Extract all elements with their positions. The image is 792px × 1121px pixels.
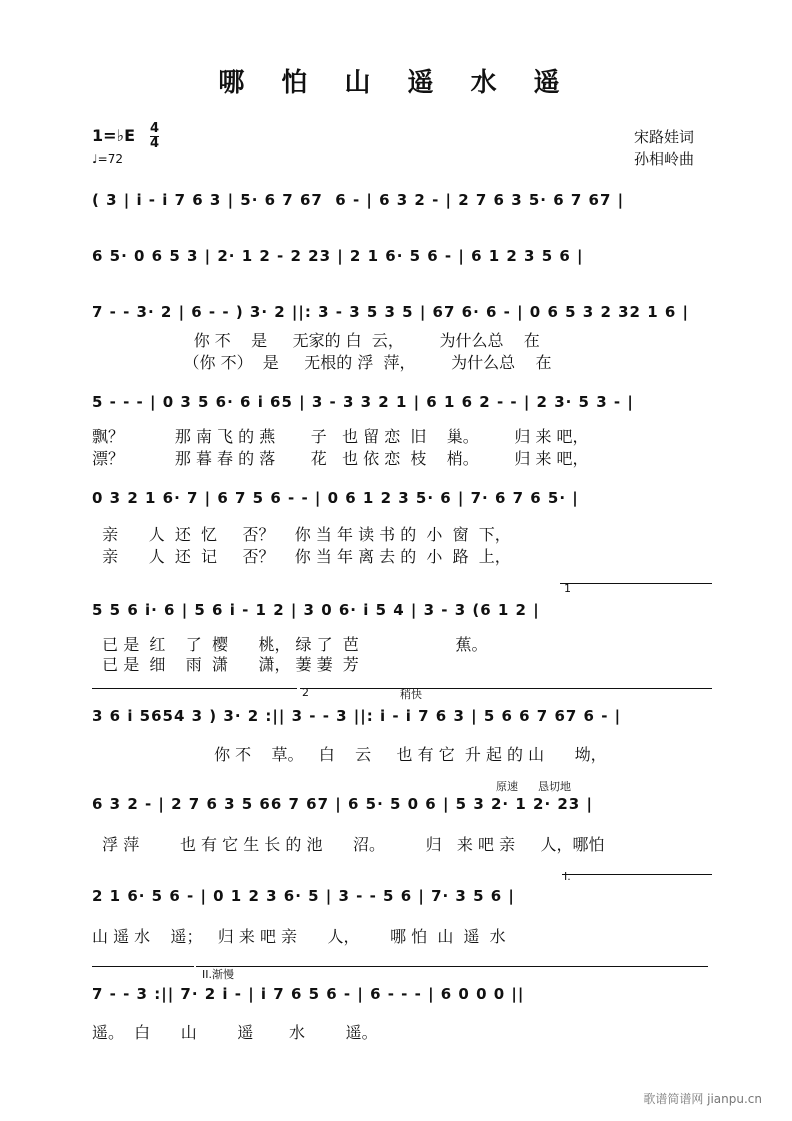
lyric-line-2: 亲 人 还 记 否？ 你 当 年 离 去 的 小 路 上， bbox=[92, 547, 511, 566]
time-top: 4 bbox=[150, 121, 160, 136]
tempo-jianman: II.渐慢 bbox=[202, 968, 234, 981]
ending-1-label: 1 bbox=[564, 582, 571, 595]
row-notes: 5 - - - | 0 3 5 6· 6 i 65 | 3 - 3 3 2 1 | 6 1 6 2 - - | 2 3· 5 3 - | bbox=[92, 393, 634, 411]
ending-2-label: 2 bbox=[302, 686, 309, 699]
lyric-line-1: 亲 人 还 忆 否？ 你 当 年 读 书 的 小 窗 下， bbox=[92, 525, 511, 544]
ending-bracket-4 bbox=[562, 874, 712, 875]
time-bottom: 4 bbox=[150, 136, 160, 151]
lyric-line-2: 已 是 细 雨 潇 潇， 萋 萋 芳 bbox=[92, 655, 359, 674]
row-notes: 7 - - 3· 2 | 6 - - ) 3· 2 ||: 3 - 3 5 3 5 | 67 6· 6 - | 0 6 5 3 2 32 1 6 | bbox=[92, 303, 689, 321]
row-notes: 5 5 6 i· 6 | 5 6 i - 1 2 | 3 0 6· i 5 4 | 3 - 3 (6 1 2 | bbox=[92, 601, 540, 619]
time-signature bbox=[150, 122, 159, 151]
lyric-line-1: 你 不 是 无家的 白 云， 为什么总 在 bbox=[92, 331, 540, 350]
row-notes: 6 3 2 - | 2 7 6 3 5 66 7 67 | 6 5· 5 0 6 | 5 3 2· 1 2· 23 | bbox=[92, 795, 593, 813]
lyric-line-1: 山 遥 水 遥； 归 来 吧 亲 人， 哪 怕 山 遥 水 bbox=[92, 927, 506, 946]
lyric-line-1: 已 是 红 了 樱 桃， 绿 了 芭 蕉。 bbox=[92, 635, 488, 654]
row-notes: ( 3 | i - i 7 6 3 | 5· 6 7 67 6 - | 6 3 2 - | 2 7 6 3 5· 6 7 67 | bbox=[92, 191, 625, 209]
expression-kenqie: 恳切地 bbox=[538, 780, 571, 793]
ending-bracket-2 bbox=[92, 688, 297, 689]
watermark: 歌谱简谱网 jianpu.cn bbox=[643, 1092, 762, 1106]
row-notes: 0 3 2 1 6· 7 | 6 7 5 6 - - | 0 6 1 2 3 5· 6 | 7· 6 7 6 5· | bbox=[92, 489, 579, 507]
ending-I-label: I. bbox=[564, 870, 571, 883]
row-notes: 2 1 6· 5 6 - | 0 1 2 3 6· 5 | 3 - - 5 6 | 7· 3 5 6 | bbox=[92, 887, 515, 905]
row-notes: 3 6 i 5654 3 ) 3· 2 :|| 3 - - 3 ||: i - i 7 6 3 | 5 6 6 7 67 6 - | bbox=[92, 707, 622, 725]
lyricist: 宋路娃词 bbox=[634, 128, 695, 146]
tempo-mark: ♩=72 bbox=[92, 152, 123, 166]
tempo-yuansu: 原速 bbox=[496, 780, 518, 793]
credits bbox=[634, 126, 694, 170]
lyric-line-1: 你 不 草。 白 云 也 有 它 升 起 的 山 坳， bbox=[92, 745, 607, 764]
score-title: 哪 怕 山 遥 水 遥 bbox=[218, 68, 574, 98]
lyric-line-2: 漂？ 那 暮 春 的 落 花 也 依 恋 枝 梢。 归 来 吧， bbox=[92, 449, 589, 468]
lyric-line-1: 遥。 白 山 遥 水 遥。 bbox=[92, 1023, 378, 1042]
lyric-line-1: 浮 萍 也 有 它 生 长 的 池 沼。 归 来 吧 亲 人，哪怕 bbox=[92, 835, 605, 854]
row-notes: 6 5· 0 6 5 3 | 2· 1 2 - 2 23 | 2 1 6· 5 6 - | 6 1 2 3 5 6 | bbox=[92, 247, 584, 265]
ending-bracket-6 bbox=[196, 966, 708, 967]
row-notes: 7 - - 3 :|| 7· 2 i - | i 7 6 5 6 - | 6 - - - | 6 0 0 0 || bbox=[92, 985, 525, 1003]
key-signature: 1=♭E bbox=[92, 126, 136, 145]
ending-bracket-5 bbox=[92, 966, 194, 967]
ending-bracket-3 bbox=[300, 688, 712, 689]
lyric-line-1: 飘？ 那 南 飞 的 燕 子 也 留 恋 旧 巢。 归 来 吧， bbox=[92, 427, 589, 446]
tempo-shaokuai: 稍快 bbox=[400, 688, 422, 701]
composer: 孙相岭曲 bbox=[634, 150, 695, 168]
ending-bracket-1 bbox=[560, 583, 712, 584]
lyric-line-2: （你 不） 是 无根的 浮 萍， 为什么总 在 bbox=[92, 353, 552, 372]
